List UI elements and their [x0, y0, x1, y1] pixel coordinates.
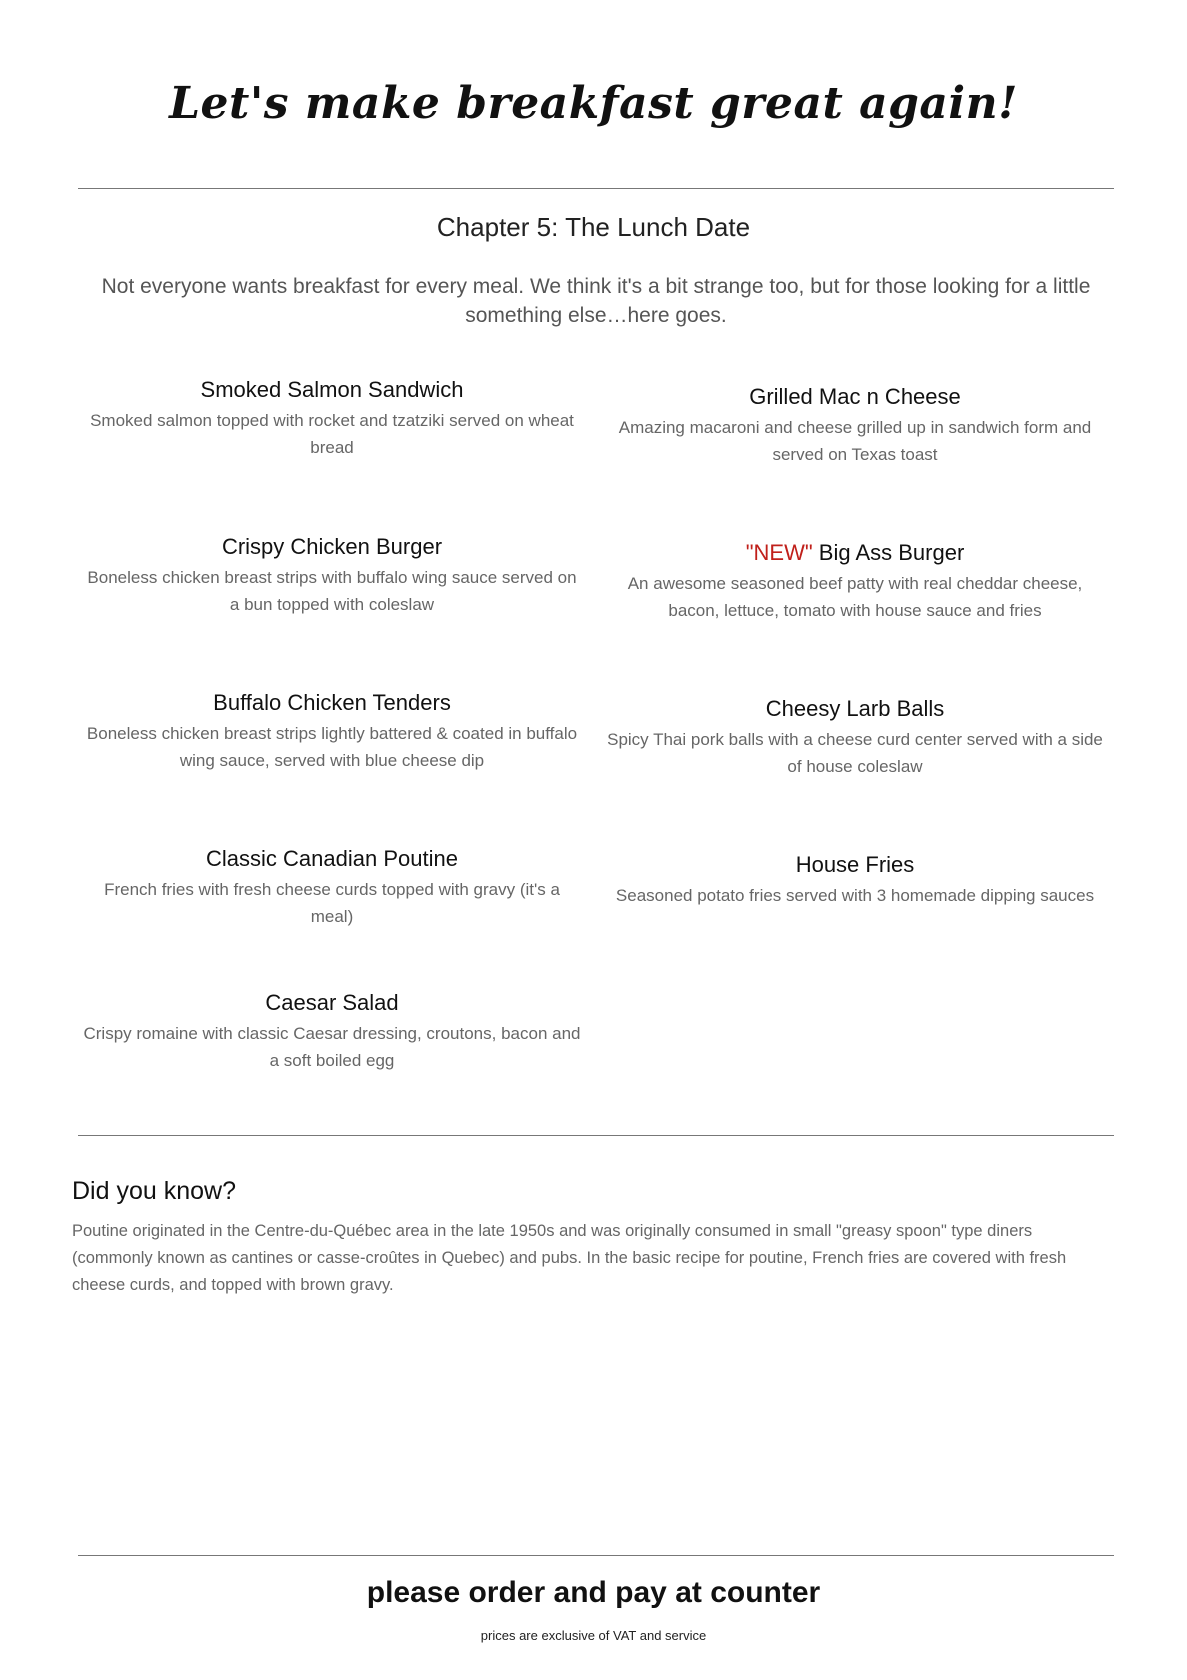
menu-item [605, 850, 1105, 909]
menu-item-description: Spicy Thai pork balls with a cheese curd center served with a side of house coleslaw [607, 730, 1103, 776]
footer-price-note: prices are exclusive of VAT and service [480, 1628, 707, 1643]
menu-item [605, 694, 1105, 780]
did-you-know-text: Poutine originated in the Centre-du-Québec area in the late 1950s and was originally consumed in small "greasy spoon" type diners (commonly known as cantines or casse-croûtes in Quebec) and pubs. In the basic recipe for poutine, French fries are covered with fresh cheese curds, and topped with brown gravy. [72, 1222, 1067, 1294]
bottom-divider [78, 1555, 1114, 1556]
menu-item-name: Cheesy Larb Balls [765, 696, 945, 721]
menu-item-description: Seasoned potato fries served with 3 homemade dipping sauces [615, 886, 1095, 905]
menu-item [82, 988, 582, 1074]
menu-item [82, 532, 582, 618]
middle-divider [78, 1135, 1114, 1136]
menu-item-name: House Fries [795, 852, 915, 877]
menu-item [82, 688, 582, 774]
menu-item-name: Grilled Mac n Cheese [749, 384, 961, 409]
menu-item-name: Smoked Salmon Sandwich [200, 377, 464, 402]
menu-item [82, 844, 582, 930]
menu-item-name-row [605, 538, 1105, 568]
new-badge: "NEW" [745, 540, 813, 565]
menu-item-description: Amazing macaroni and cheese grilled up in sandwich form and served on Texas toast [618, 418, 1092, 464]
menu-item-name: Classic Canadian Poutine [206, 846, 458, 871]
menu-item-description: Boneless chicken breast strips lightly battered & coated in buffalo wing sauce, served with blue cheese dip [86, 724, 578, 770]
footer-order-note: please order and pay at counter [366, 1576, 821, 1609]
did-you-know-title: Did you know? [72, 1177, 236, 1205]
menu-item-name: Buffalo Chicken Tenders [213, 690, 451, 715]
menu-item [82, 375, 582, 461]
page-title: Let's make breakfast great again! [169, 78, 1018, 129]
menu-item-name: Big Ass Burger [818, 540, 965, 565]
menu-item-description: An awesome seasoned beef patty with real cheddar cheese, bacon, lettuce, tomato with house sauce and fries [627, 574, 1083, 620]
menu-item-name: Crispy Chicken Burger [221, 534, 443, 559]
menu-item-description: Crispy romaine with classic Caesar dressing, croutons, bacon and a soft boiled egg [83, 1024, 581, 1070]
menu-item-description: Boneless chicken breast strips with buffalo wing sauce served on a bun topped with coleslaw [87, 568, 577, 614]
chapter-intro: Not everyone wants breakfast for every meal. We think it's a bit strange too, but for those looking for a little something else…here goes. [101, 275, 1091, 327]
menu-item-description: French fries with fresh cheese curds topped with gravy (it's a meal) [104, 880, 560, 926]
top-divider [78, 188, 1114, 189]
menu-item [605, 538, 1105, 624]
menu-item-name: Caesar Salad [265, 990, 399, 1015]
chapter-title: Chapter 5: The Lunch Date [436, 212, 751, 242]
menu-item-description: Smoked salmon topped with rocket and tzatziki served on wheat bread [90, 411, 574, 457]
menu-item [605, 382, 1105, 468]
